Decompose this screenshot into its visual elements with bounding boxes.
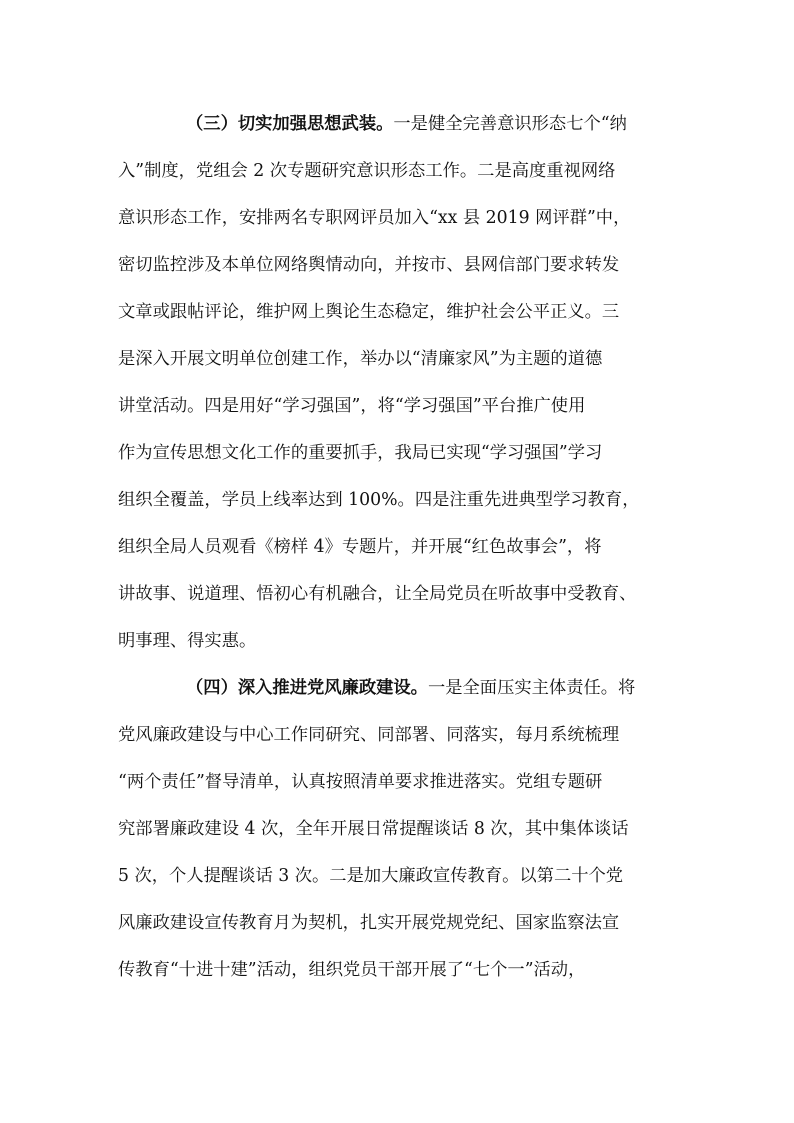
paragraph-line: 作为宣传思想文化工作的重要抓手，我局已实现“学习强国”学习 (118, 443, 603, 463)
paragraph-line: 讲故事、说道理、悟初心有机融合，让全局党员在听故事中受教育、 (118, 584, 637, 604)
section-heading: （三）切实加强思想武装。 (186, 114, 394, 134)
paragraph-line: 讲堂活动。四是用好“学习强国”，将“学习强国”平台推广使用 (118, 396, 586, 416)
paragraph-line: 组织全覆盖，学员上线率达到 100%。四是注重先进典型学习教育， (118, 490, 640, 510)
paragraph-line: “两个责任”督导清单，认真按照清单要求推进落实。党组专题研 (118, 772, 603, 792)
paragraph-line: 5 次，个人提醒谈话 3 次。二是加大廉政宣传教育。以第二十个党 (118, 866, 624, 886)
paragraph-line: 入”制度，党组会 2 次专题研究意识形态工作。二是高度重视网络 (118, 161, 616, 181)
paragraph-line (186, 107, 627, 141)
paragraph-line: 是深入开展文明单位创建工作，举办以“清廉家风”为主题的道德 (118, 349, 603, 369)
paragraph-line: 意识形态工作，安排两名专职网评员加入“xx 县 2019 网评群”中， (118, 208, 631, 228)
paragraph-line: 究部署廉政建设 4 次，全年开展日常提醒谈话 8 次，其中集体谈话 (118, 819, 629, 839)
paragraph-line: 文章或跟帖评论，维护网上舆论生态稳定，维护社会公平正义。三 (118, 302, 620, 322)
paragraph-line: 密切监控涉及本单位网络舆情动向，并按市、县网信部门要求转发 (118, 255, 620, 275)
paragraph-line (186, 671, 635, 705)
paragraph-line: 党风廉政建设与中心工作同研究、同部署、同落实，每月系统梳理 (118, 725, 620, 745)
paragraph-line: 风廉政建设宣传教育月为契机，扎实开展党规党纪、国家监察法宣 (118, 913, 620, 933)
paragraph-line: 组织全局人员观看《榜样 4》专题片，并开展“红色故事会”，将 (118, 537, 602, 557)
paragraph-line: 传教育“十进十建”活动，组织党员干部开展了“七个一”活动， (118, 960, 586, 980)
paragraph-line: 明事理、得实惠。 (118, 631, 257, 651)
paragraph-text: 一是全面压实主体责任。将 (427, 678, 636, 698)
section-heading: （四）深入推进党风廉政建设。 (186, 678, 428, 698)
paragraph-text: 一是健全完善意识形态七个“纳 (393, 114, 627, 134)
